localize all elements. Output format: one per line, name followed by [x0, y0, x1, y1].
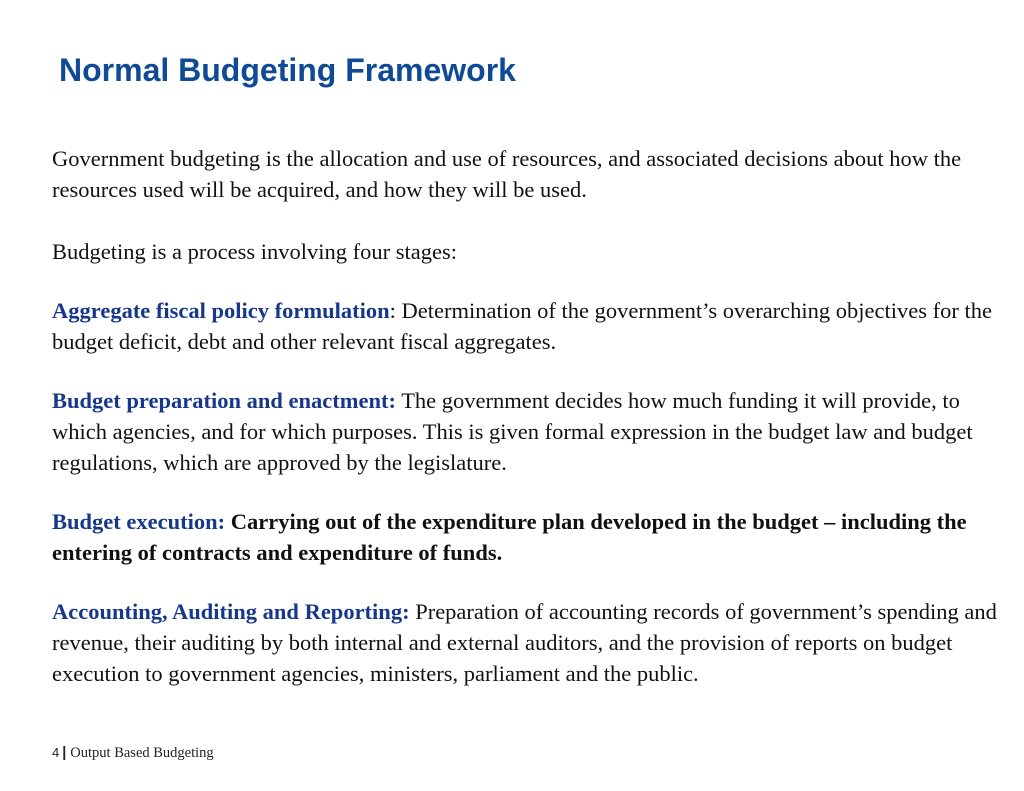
stage-heading: Accounting, Auditing and Reporting:	[52, 599, 410, 624]
stage-heading: Budget preparation and enactment:	[52, 388, 396, 413]
stage-text: Determination of the government’s overarching objectives for the budget deficit, debt and other relevant fiscal aggregates.	[52, 298, 992, 354]
footer-separator: |	[62, 745, 67, 761]
stages-lead-paragraph: Budgeting is a process involving four stages:	[52, 239, 457, 264]
stage-text: Carrying out of the expenditure plan developed in the budget – including the entering of contracts and expenditure of funds.	[52, 509, 967, 565]
stage-heading: Aggregate fiscal policy formulation	[52, 298, 390, 323]
stage-paragraph-preparation	[52, 385, 1002, 478]
stage-paragraph-execution	[52, 506, 1002, 568]
page-number: 4	[52, 745, 60, 760]
intro-paragraph: Government budgeting is the allocation and use of resources, and associated decisions about how the resources used will be acquired, and how they will be used.	[52, 146, 962, 202]
footer-label: Output Based Budgeting	[70, 745, 214, 761]
slide-body	[52, 143, 1002, 689]
stage-separator: :	[389, 298, 402, 323]
stage-heading: Budget execution:	[52, 509, 226, 534]
stage-paragraph-fiscal-policy	[52, 295, 1002, 357]
slide-footer	[52, 745, 214, 762]
stage-paragraph-accounting	[52, 596, 1002, 689]
slide-title: Normal Budgeting Framework	[59, 52, 516, 88]
stage-text: Preparation of accounting records of government’s spending and revenue, their auditing by both internal and external auditors, and the provision of reports on budget execution to government agencies, ministers, parliament and the public.	[52, 599, 997, 686]
stage-text: The government decides how much funding it will provide, to which agencies, and for which purposes. This is given formal expression in the budget law and budget regulations, which are approved by the legislature.	[52, 388, 973, 475]
